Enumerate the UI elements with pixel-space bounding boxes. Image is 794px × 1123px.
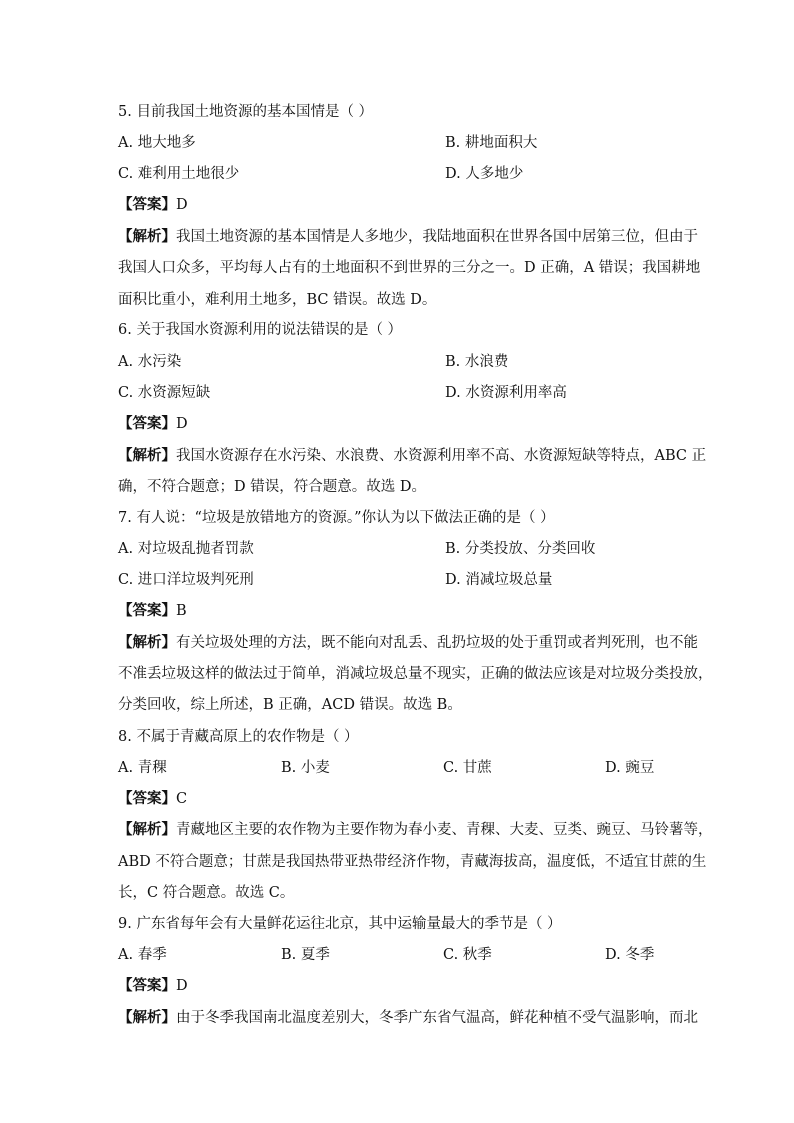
analysis-text: 由于冬季我国南北温度差别大，冬季广东省气温高，鲜花种植不受气温影响，而北: [176, 1010, 698, 1026]
question-8-option-d: D. 豌豆: [605, 760, 655, 776]
question-8-option-c: C. 甘蔗: [443, 760, 492, 776]
question-7-analysis-line-1: [118, 633, 698, 653]
question-6-option-c: C. 水资源短缺: [118, 385, 211, 401]
question-7-option-b: B. 分类投放、分类回收: [445, 541, 596, 557]
analysis-tag: 【解析】: [118, 821, 176, 838]
question-6-analysis-line-2: 确，不符合题意；D 错误，符合题意。故选 D。: [118, 479, 426, 495]
answer-value: C: [176, 791, 188, 807]
analysis-text: 我国土地资源的基本国情是人多地少，我陆地面积在世界各国中居第三位，但由于: [176, 229, 698, 245]
answer-tag: 【答案】: [118, 415, 176, 432]
answer-value: B: [176, 603, 187, 619]
question-8-stem: 8. 不属于青藏高原上的农作物是（ ）: [118, 729, 359, 745]
question-5-analysis-line-2: 我国人口众多，平均每人占有的土地面积不到世界的三分之一。D 正确，A 错误；我国耕地: [118, 260, 701, 276]
question-7-answer: [118, 601, 678, 621]
question-6-stem: 6. 关于我国水资源利用的说法错误的是（ ）: [118, 322, 403, 338]
question-9-option-b: B. 夏季: [281, 947, 330, 963]
analysis-text: 我国水资源存在水污染、水浪费、水资源利用率不高、水资源短缺等特点，ABC 正: [176, 448, 707, 464]
question-5-option-a: A. 地大地多: [118, 135, 196, 151]
question-9-option-c: C. 秋季: [443, 947, 492, 963]
question-8-analysis-line-2: ABD 不符合题意；甘蔗是我国热带亚热带经济作物，青藏海拔高，温度低，不适宜甘蔗的生: [118, 854, 707, 870]
question-6-option-b: B. 水浪费: [445, 354, 509, 370]
analysis-text: 有关垃圾处理的方法，既不能向对乱丢、乱扔垃圾的处于重罚或者判死刑，也不能: [176, 635, 698, 651]
answer-tag: 【答案】: [118, 602, 176, 619]
question-6-answer: [118, 414, 678, 434]
question-9-option-a: A. 春季: [118, 947, 167, 963]
analysis-tag: 【解析】: [118, 1009, 176, 1026]
question-5-option-b: B. 耕地面积大: [445, 135, 538, 151]
answer-tag: 【答案】: [118, 977, 176, 994]
question-6-option-a: A. 水污染: [118, 354, 182, 370]
question-9-answer: [118, 976, 678, 996]
question-5-answer: [118, 195, 678, 215]
analysis-tag: 【解析】: [118, 447, 176, 464]
question-8-analysis-line-3: 长，C 符合题意。故选 C。: [118, 885, 295, 901]
question-7-option-a: A. 对垃圾乱抛者罚款: [118, 541, 254, 557]
analysis-tag: 【解析】: [118, 228, 176, 245]
question-7-analysis-line-3: 分类回收，综上所述，B 正确，ACD 错误。故选 B。: [118, 697, 462, 713]
question-8-option-a: A. 青稞: [118, 760, 167, 776]
question-7-option-c: C. 进口洋垃圾判死刑: [118, 572, 254, 588]
question-9-analysis-line-1: [118, 1008, 698, 1028]
answer-tag: 【答案】: [118, 790, 176, 807]
answer-value: D: [176, 197, 188, 213]
answer-value: D: [176, 416, 188, 432]
question-5-analysis-line-1: [118, 227, 698, 247]
answer-value: D: [176, 978, 188, 994]
question-5-stem: 5. 目前我国土地资源的基本国情是（ ）: [118, 104, 374, 120]
question-5-analysis-line-3: 面积比重小，难利用土地多，BC 错误。故选 D。: [118, 292, 437, 308]
question-9-stem: 9. 广东省每年会有大量鲜花运往北京，其中运输量最大的季节是（ ）: [118, 916, 562, 932]
question-6-analysis-line-1: [118, 446, 707, 466]
question-7-option-d: D. 消减垃圾总量: [445, 572, 553, 588]
question-8-option-b: B. 小麦: [281, 760, 330, 776]
question-8-answer: [118, 789, 678, 809]
question-8-analysis-line-1: [118, 820, 713, 840]
question-6-option-d: D. 水资源利用率高: [445, 385, 567, 401]
answer-tag: 【答案】: [118, 196, 176, 213]
question-5-option-d: D. 人多地少: [445, 166, 524, 182]
analysis-tag: 【解析】: [118, 634, 176, 651]
question-7-stem: 7. 有人说：“垃圾是放错地方的资源。”你认为以下做法正确的是（ ）: [118, 510, 555, 526]
question-5-option-c: C. 难利用土地很少: [118, 166, 240, 182]
question-7-analysis-line-2: 不准丢垃圾这样的做法过于简单，消减垃圾总量不现实，正确的做法应该是对垃圾分类投放，: [118, 666, 713, 682]
question-9-option-d: D. 冬季: [605, 947, 655, 963]
analysis-text: 青藏地区主要的农作物为主要作物为春小麦、青稞、大麦、豆类、豌豆、马铃薯等，: [176, 822, 713, 838]
